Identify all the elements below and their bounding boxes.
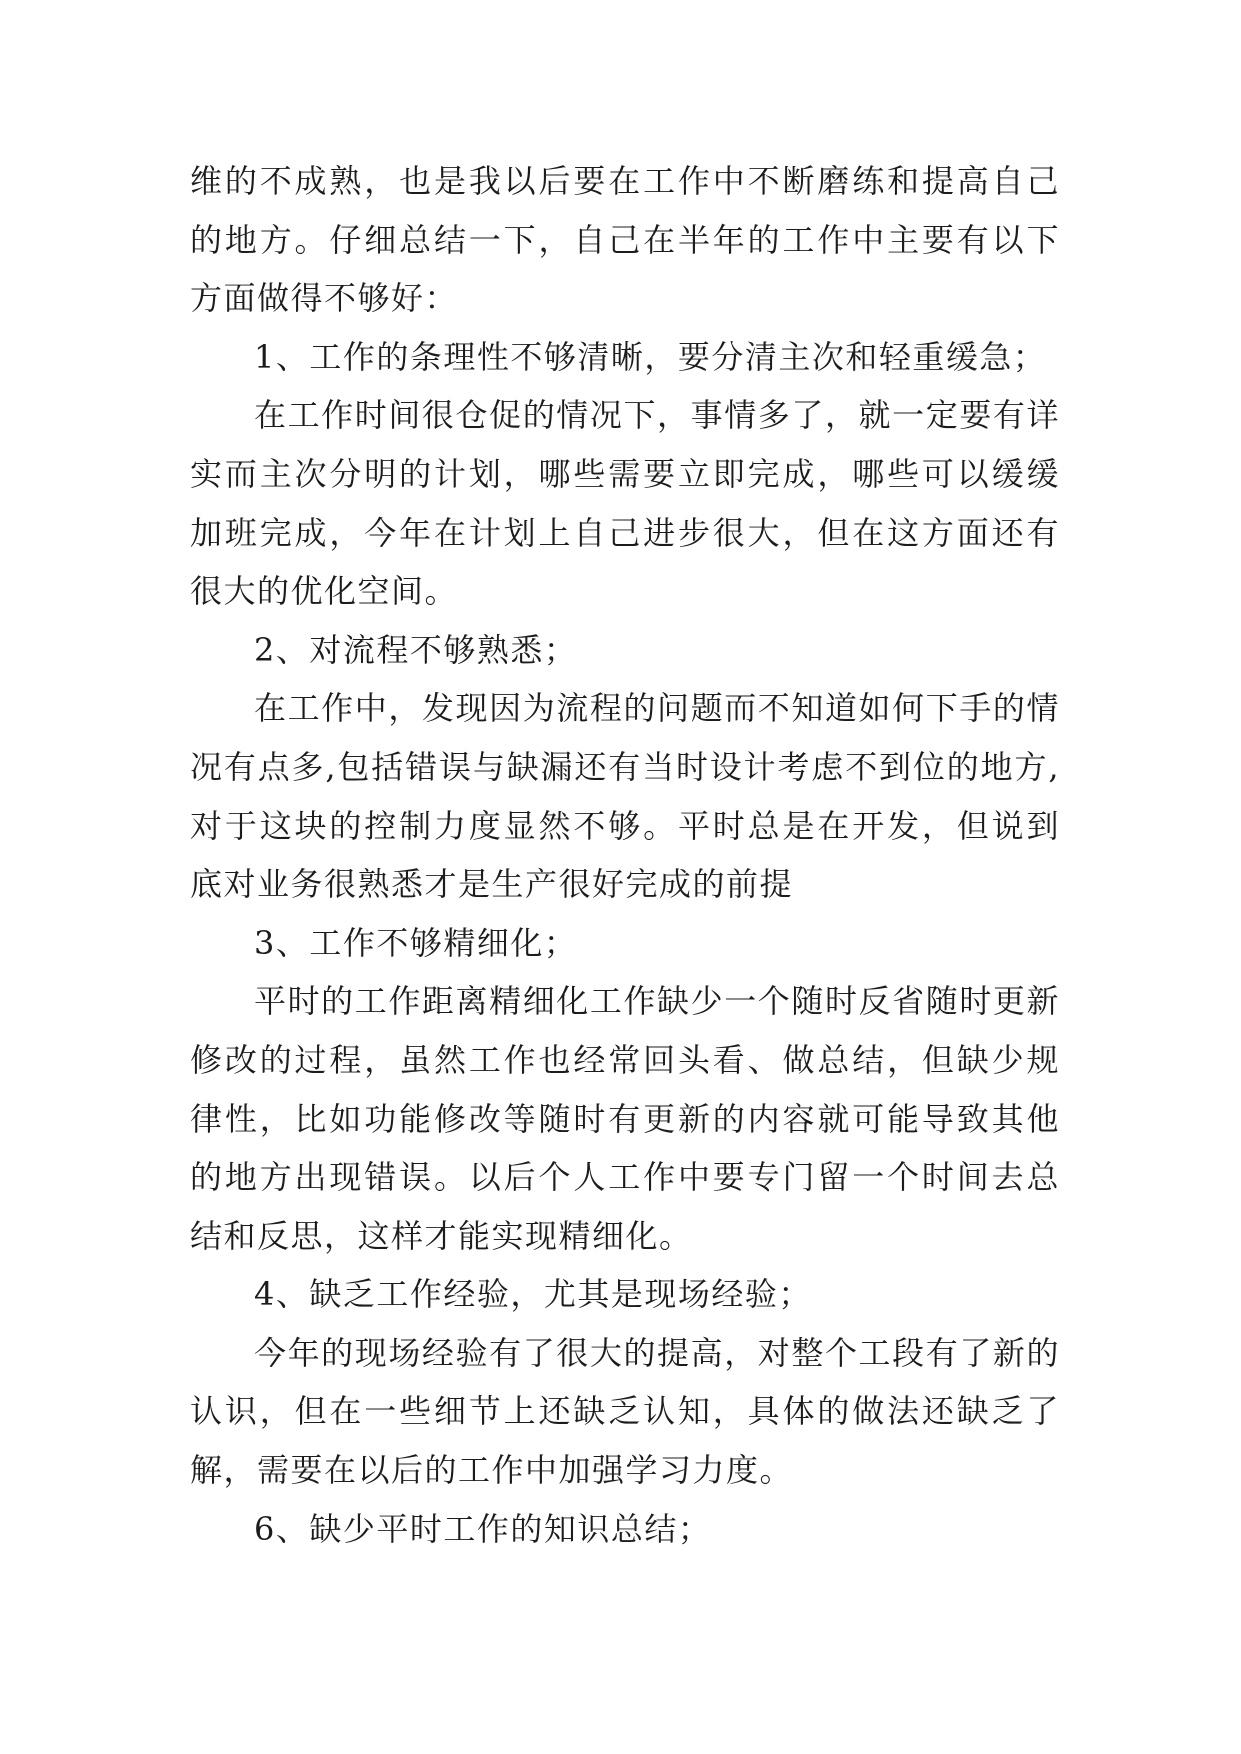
- paragraph-body-3: 平时的工作距离精细化工作缺少一个随时反省随时更新修改的过程，虽然工作也经常回头看、做总结，但缺少规律性，比如功能修改等随时有更新的内容就可能导致其他的地方出现错误。以后个人工作中要专门留一个时间去总结和反思，这样才能实现精细化。: [190, 982, 1060, 1255]
- paragraph-body-4: 今年的现场经验有了很大的提高，对整个工段有了新的认识，但在一些细节上还缺乏认知，具体的做法还缺乏了解，需要在以后的工作中加强学习力度。: [190, 1333, 1060, 1490]
- paragraph-body-2: 在工作中，发现因为流程的问题而不知道如何下手的情况有点多,包括错误与缺漏还有当时设计考虑不到位的地方,对于这块的控制力度显然不够。平时总是在开发，但说到底对业务很熟悉才是生产很好完成的前提: [190, 689, 1060, 904]
- document-body: [190, 152, 1060, 1558]
- list-item-heading-1: 1、工作的条理性不够清晰，要分清主次和轻重缓急；: [254, 337, 1047, 376]
- list-item-heading-2: 2、对流程不够熟悉；: [254, 630, 578, 669]
- list-item-heading-6: 6、缺少平时工作的知识总结；: [254, 1509, 712, 1548]
- paragraph-continuation: 维的不成熟，也是我以后要在工作中不断磨练和提高自己的地方。仔细总结一下，自己在半年的工作中主要有以下方面做得不够好：: [190, 162, 1060, 318]
- paragraph-body-1: 在工作时间很仓促的情况下，事情多了，就一定要有详实而主次分明的计划，哪些需要立即完成，哪些可以缓缓加班完成，今年在计划上自己进步很大，但在这方面还有很大的优化空间。: [190, 396, 1060, 611]
- list-item-heading-4: 4、缺乏工作经验，尤其是现场经验；: [254, 1275, 812, 1314]
- list-item-heading-3: 3、工作不够精细化；: [254, 923, 578, 962]
